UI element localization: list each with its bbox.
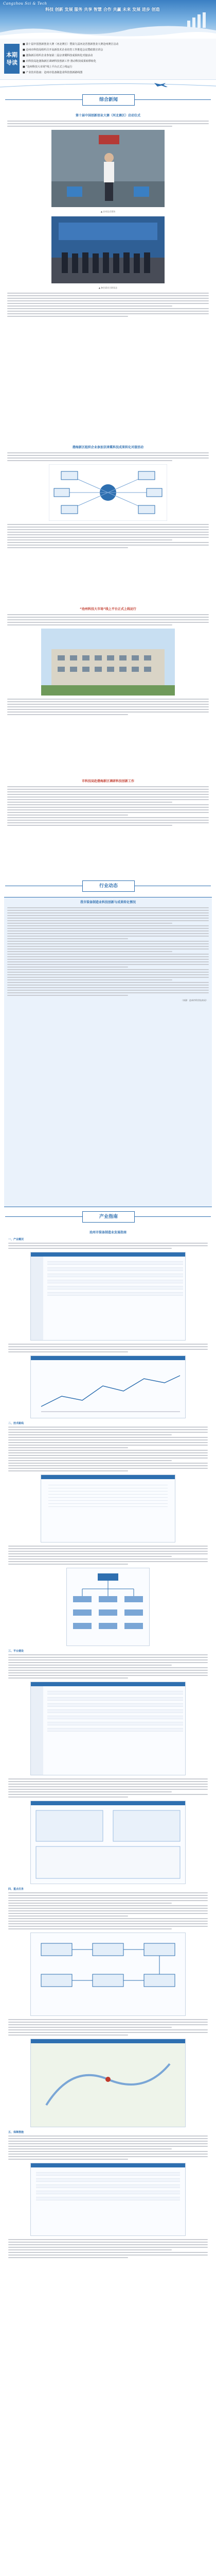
toc-badge: 本期导读 [4, 44, 20, 74]
article-title: 我市装备制造业科技创新与成果转化情况 [80, 901, 136, 904]
article-paragraph [7, 524, 209, 548]
guide-outline [8, 1887, 208, 1929]
masthead-slogan: 科技 创新 发展 服务 共享 智慧 合作 共赢 未来 发展 进步 创造 [45, 7, 160, 12]
guide-heading: 五、保障措施 [8, 2131, 24, 2134]
article-paragraph [7, 786, 209, 826]
guide-outline [8, 1344, 208, 1352]
toc-item[interactable]: ■ 市科技局赴渤海新区调研科技创新工作 推动科技成果转移转化 [23, 60, 96, 63]
guide-outline [8, 2239, 208, 2258]
summary-screenshot [30, 2163, 186, 2236]
platform-diagram [49, 464, 167, 521]
article-title: “沧州科技大市场”线上平台正式上线运行 [80, 607, 136, 611]
guide-outline [8, 1546, 208, 1565]
divider-strip [0, 80, 216, 90]
article-title: 第十届中国创新创业大赛（河北赛区）启动仪式 [75, 114, 140, 117]
toc-list [23, 42, 211, 76]
news-article-4 [4, 778, 212, 876]
article-title: 渤海新区组织企业参加京津冀科技成果转化对接活动 [72, 446, 143, 449]
section-title: 综合新闻 [82, 94, 135, 106]
map-panel [31, 2043, 185, 2127]
guide-outline [8, 1238, 208, 1249]
toc-item[interactable]: ■ 渤海新区组织企业参加第二届京津冀科技成果转化对接活动 [23, 54, 93, 57]
article-source: （来源：沧州市科学技术局） [181, 999, 208, 1002]
guide-outline [8, 1649, 208, 1679]
article-title: 市科技局赴渤海新区调研科技创新工作 [81, 779, 134, 783]
trend-chart [31, 1360, 185, 1418]
toc-item[interactable]: ■ 沧州市科技局组织召开高新技术企业培育工作推进会议暨政策宣讲会 [23, 48, 103, 52]
masthead-landscape [0, 23, 216, 39]
toc-item[interactable]: ■ 第十届中国创新创业大赛（河北赛区）暨第九届河北省创新创业大赛沧州赛区启动 [23, 43, 119, 46]
article-paragraph [7, 452, 209, 461]
guide-heading: 三、平台建设 [8, 1650, 24, 1653]
guide-heading: 二、技术路线 [8, 1422, 24, 1425]
masthead [0, 0, 216, 39]
table-of-contents [0, 39, 216, 80]
news-article-3 [4, 606, 212, 776]
form-screenshot [41, 1475, 175, 1543]
guide-heading: 四、重点任务 [8, 1888, 24, 1891]
section-title: 行业动态 [82, 880, 135, 892]
section-header-news [0, 90, 216, 111]
guide-outline [8, 2019, 208, 2036]
dashboard-screenshot [30, 1801, 186, 1884]
dashboard-panels [31, 1805, 185, 1884]
section-header-guide [0, 1207, 216, 1228]
map-screenshot [30, 2039, 186, 2127]
article-paragraph [7, 614, 209, 625]
building-photo [41, 629, 175, 696]
event-photo-1 [51, 130, 165, 207]
table-screenshot [30, 1682, 186, 1775]
process-flow [31, 1933, 185, 2015]
event-photo-2 [51, 216, 165, 283]
industry-article [4, 897, 212, 1207]
article-title: 沧州市装备制造业发展指南 [89, 1231, 127, 1234]
news-article-1 [4, 113, 212, 443]
guide-outline [8, 1778, 208, 1798]
software-screenshot [30, 1252, 186, 1341]
plane-icon [0, 80, 216, 90]
line-chart-screenshot [30, 1355, 186, 1418]
article-paragraph [7, 293, 209, 317]
process-screenshot [30, 1933, 186, 2016]
toc-item[interactable]: ■ 产业技术指南：沧州市装备制造业科技创新路线图 [23, 71, 83, 74]
article-paragraph [7, 121, 209, 127]
section-header-industry [0, 876, 216, 897]
guide-article [4, 1230, 212, 2576]
guide-heading: 一、产业概况 [8, 1238, 24, 1241]
article-paragraph [7, 907, 209, 996]
tree-diagram [67, 1568, 149, 1646]
article-paragraph [7, 699, 209, 715]
news-article-2 [4, 445, 212, 604]
section-title: 产业指南 [82, 1211, 135, 1223]
guide-outline [8, 1421, 208, 1471]
photo-caption: ▲ 启动仪式现场 [100, 210, 116, 213]
photo-caption: ▲ 参会嘉宾合影留念 [98, 286, 118, 289]
org-chart-screenshot [66, 1568, 150, 1646]
masthead-title: Cangzhou Sci & Tech [3, 2, 47, 6]
toc-item[interactable]: ■ “沧州科技大市场”线上平台正式上线运行 [23, 65, 73, 69]
guide-outline [8, 2130, 208, 2160]
